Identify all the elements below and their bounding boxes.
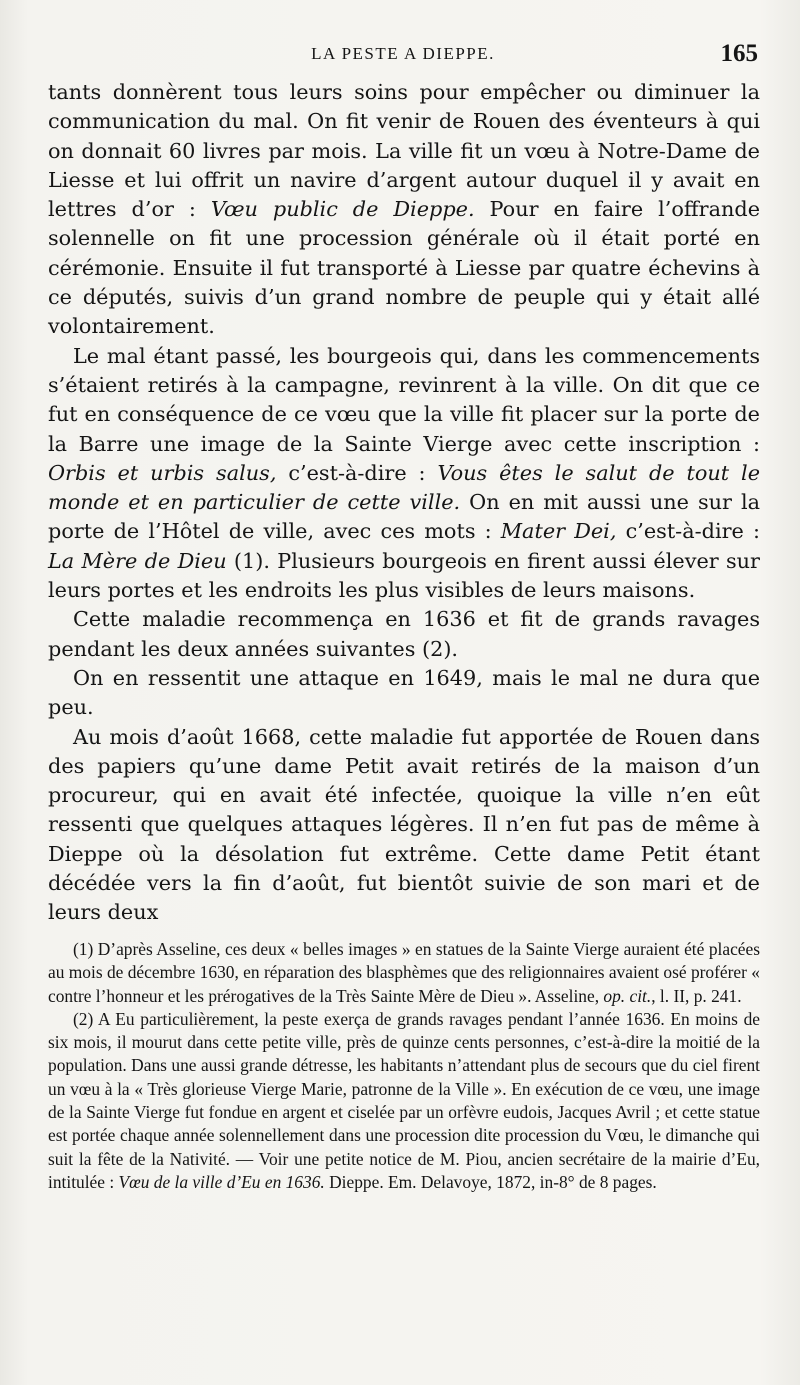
paragraph-2 xyxy=(48,342,760,606)
paragraph-2-italic-1: Orbis et urbis salus, xyxy=(48,460,277,485)
paragraph-1-text-a: tants donnèrent tous leurs soins pour empêcher ou diminuer la communication du mal. On fit venir de Rouen des éventeurs à qui on donnait 60 livres par mois. La ville fit un vœu à Notre-Dame de Liesse et lui offrit un navire d’argent autour duquel il y avait en lettres d’or : xyxy=(48,80,760,222)
footnote-1 xyxy=(48,938,760,1008)
body-text xyxy=(48,78,760,928)
paragraph-2-text-a: Le mal étant passé, les bourgeois qui, dans les commencements s’étaient retirés à la campagne, revinrent à la ville. On dit que ce fut en conséquence de ce vœu que la ville fit placer sur la porte de la Barre une image de la Sainte Vierge avec cette inscription : xyxy=(48,343,760,456)
footnote-1-text-b: , l. II, p. 241. xyxy=(651,985,742,1006)
footnote-2-italic: Vœu de la ville d’Eu en 1636. xyxy=(118,1171,325,1192)
paragraph-2-italic-3: Mater Dei, xyxy=(500,519,617,544)
paragraph-1 xyxy=(48,78,760,342)
footnote-2-text-b: Dieppe. Em. Delavoye, 1872, in-8° de 8 pages. xyxy=(324,1171,657,1192)
paragraph-2-text-e: (1). Plusieurs bourgeois en firent aussi élever sur leurs portes et les endroits les plus visibles de leurs maisons. xyxy=(48,548,761,603)
paragraph-2-italic-4: La Mère de Dieu xyxy=(48,548,227,573)
footnote-2 xyxy=(48,1008,760,1194)
page-number: 165 xyxy=(720,40,758,67)
footnotes xyxy=(48,938,760,1194)
paragraph-1-italic: Vœu public de Dieppe. xyxy=(210,197,475,222)
paragraph-3: Cette maladie recommença en 1636 et fit de grands ravages pendant les deux années suivantes (2). xyxy=(48,607,760,661)
paragraph-2-italic-2: Vous êtes le salut de tout le monde et en particulier de cette ville. xyxy=(48,460,761,515)
paragraph-5: Au mois d’août 1668, cette maladie fut apportée de Rouen dans des papiers qu’une dame Petit avait retirés de la maison d’un procureur, qui en avait été infectée, quoique la ville n’en eût ressenti que quelques attaques légères. Il n’en fut pas de même à Dieppe où la désolation fut extrême. Cette dame Petit étant décédée vers la fin d’août, fut bientôt suivie de son mari et de leurs deux xyxy=(48,724,760,925)
footnote-2-text-a: (2) A Eu particulièrement, la peste exerça de grands ravages pendant l’année 1636. En moins de six mois, il mourut dans cette petite ville, près de quinze cents personnes, c’est-à-dire la moitié de la population. Dans une aussi grande détresse, les habitants n’attendant plus de secours que du ciel firent un vœu à la « Très glorieuse Vierge Marie, patronne de la Ville ». En exécution de ce vœu, une image de la Sainte Vierge fut fondue en argent et ciselée par un orfèvre eudois, Jacques Avril ; et cette statue est portée chaque année solennellement dans une procession dite procession du Vœu, le dimanche qui suit la fête de la Nativité. — Voir une petite notice de M. Piou, ancien secrétaire de la mairie d’Eu, intitulée : xyxy=(48,1008,760,1192)
paragraph-2-text-b: c’est-à-dire : xyxy=(276,460,438,485)
paragraph-2-text-c: On en mit aussi une sur la porte de l’Hôtel de ville, avec ces mots : xyxy=(48,490,761,544)
running-header xyxy=(48,40,758,74)
paragraph-4: On en ressentit une attaque en 1649, mais le mal ne dura que peu. xyxy=(48,665,760,720)
paragraph-1-text-b: Pour en faire l’offrande solennelle on fit une procession générale où il était porté en cérémonie. Ensuite il fut transporté à Liesse par quatre échevins à ce députés, suivis d’un grand nombre de peuple qui y était allé volontairement. xyxy=(48,197,760,339)
running-title: LA PESTE A DIEPPE. xyxy=(311,44,495,63)
paragraph-2-text-d: c’est-à-dire : xyxy=(616,519,760,544)
footnote-1-italic: op. cit. xyxy=(603,985,652,1006)
footnote-1-text-a: (1) D’après Asseline, ces deux « belles images » en statues de la Sainte Vierge auraient été placées au mois de décembre 1630, en réparation des blasphèmes que des religionnaires avaient osé proférer « contre l’honneur et les prérogatives de la Très Sainte Mère de Dieu ». Asseline, xyxy=(48,939,760,1006)
